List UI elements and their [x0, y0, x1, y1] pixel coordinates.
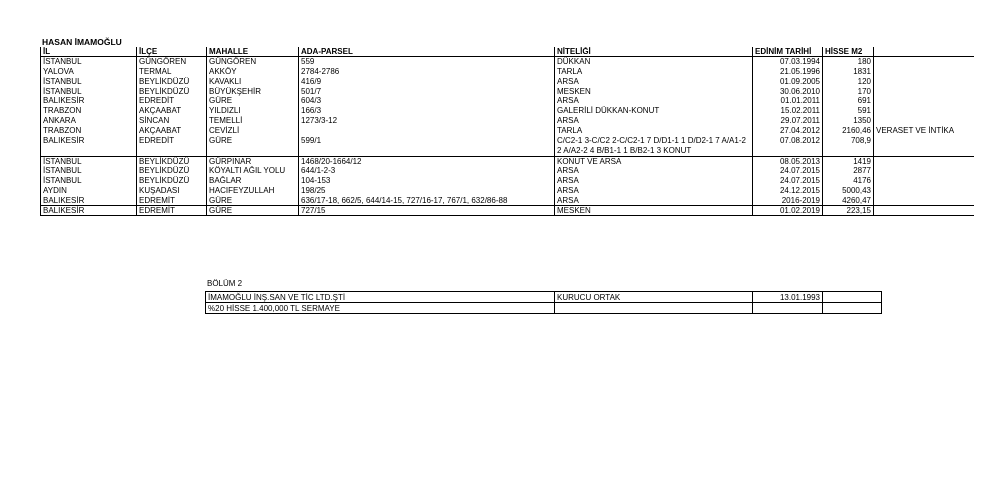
document-title: HASAN İMAMOĞLU [42, 37, 122, 47]
table-row [41, 196, 974, 206]
cell-note [874, 205, 974, 215]
cell-il: İSTANBUL [41, 166, 137, 176]
cell-edinim-tarihi: 01.01.2011 [753, 96, 823, 106]
cell-ada-parsel: 198/25 [299, 186, 555, 196]
cell-note: VERASET VE İNTİKA [876, 126, 955, 136]
cell-il: İSTANBUL [41, 87, 137, 97]
cell-niteligi: TARLA [555, 67, 753, 77]
cell-ilce: KUŞADASI [137, 186, 207, 196]
cell-niteligi: MESKEN [555, 87, 753, 97]
table-row [41, 106, 974, 116]
cell-edinim-tarihi: 2016-2019 [753, 196, 823, 206]
cell-il: İSTANBUL [41, 156, 137, 166]
cell-hisse: 708,9 [823, 136, 874, 156]
table-row [41, 87, 974, 97]
cell-il: İSTANBUL [41, 57, 137, 67]
cell-il: BALIKESİR [41, 205, 137, 215]
table-row [41, 96, 974, 106]
cell-hisse: 691 [823, 96, 874, 106]
cell-hisse: 1350 [823, 116, 874, 126]
cell-ada-parsel: 2784-2786 [299, 67, 555, 77]
cell-ada-parsel: 166/3 [299, 106, 555, 116]
cell-note [874, 136, 974, 156]
cell-il: BALIKESİR [41, 136, 137, 156]
table-row [41, 176, 974, 186]
cell-hisse: 591 [823, 106, 874, 116]
cell-note [874, 77, 974, 87]
cell-ilce: EDREMİT [137, 205, 207, 215]
company-table [205, 291, 882, 314]
table-row [206, 303, 882, 314]
cell-note [874, 96, 974, 106]
cell-ada-parsel: 604/3 [299, 96, 555, 106]
cell-ada-parsel: 501/7 [299, 87, 555, 97]
cell-il: TRABZON [41, 106, 137, 116]
cell-hisse: 170 [823, 87, 874, 97]
cell-niteligi: ARSA [555, 77, 753, 87]
cell-hisse: 4260,47 [823, 196, 874, 206]
cell-company-name: İMAMOĞLU İNŞ.SAN VE TİC LTD.ŞTİ [206, 292, 555, 303]
header-mahalle: MAHALLE [207, 47, 299, 57]
cell-hisse: 1419 [823, 156, 874, 166]
table-row [41, 126, 974, 136]
cell-ada-parsel: 104-153 [299, 176, 555, 186]
cell-mahalle: BAĞLAR [207, 176, 299, 186]
cell-il: TRABZON [41, 126, 137, 136]
cell-company-date [753, 303, 823, 314]
cell-note [874, 57, 974, 67]
cell-company-role: KURUCU ORTAK [555, 292, 753, 303]
cell-niteligi: ARSA [555, 186, 753, 196]
cell-note [874, 156, 974, 166]
cell-edinim-tarihi: 24.07.2015 [753, 176, 823, 186]
header-il: İL [41, 47, 137, 57]
cell-niteligi: MESKEN [555, 205, 753, 215]
cell-hisse: 2160,46 [823, 126, 874, 136]
cell-company-name: %20 HİSSE 1.400,000 TL SERMAYE [206, 303, 555, 314]
cell-mahalle: GÜNGÖREN [207, 57, 299, 67]
header-edinim-tarihi: EDİNİM TARİHİ [753, 47, 823, 57]
cell-ilce: BEYLİKDÜZÜ [137, 156, 207, 166]
cell-ada-parsel: 599/1 [299, 136, 555, 156]
cell-ilce: GÜNGÖREN [137, 57, 207, 67]
cell-hisse: 180 [823, 57, 874, 67]
cell-ilce: EDREMİT [137, 196, 207, 206]
cell-ilce: AKÇAABAT [137, 126, 207, 136]
cell-il: AYDIN [41, 186, 137, 196]
cell-mahalle: KAVAKLI [207, 77, 299, 87]
cell-niteligi: ARSA [555, 96, 753, 106]
cell-note [874, 196, 974, 206]
cell-ada-parsel: 636/17-18, 662/5, 644/14-15, 727/16-17, 767/1, 632/86-88 [299, 196, 555, 206]
cell-company-extra [823, 303, 882, 314]
cell-il: BALIKESİR [41, 96, 137, 106]
cell-edinim-tarihi: 24.07.2015 [753, 166, 823, 176]
table-row [41, 186, 974, 196]
cell-company-extra [823, 292, 882, 303]
cell-mahalle: GÜRPINAR [207, 156, 299, 166]
cell-edinim-tarihi: 30.06.2010 [753, 87, 823, 97]
property-table [40, 47, 974, 216]
cell-niteligi: ARSA [555, 176, 753, 186]
cell-niteligi: KONUT VE ARSA [555, 156, 753, 166]
cell-note [874, 116, 974, 126]
cell-mahalle: CEVİZLİ [207, 126, 299, 136]
cell-note [874, 186, 974, 196]
cell-mahalle: YILDIZLI [207, 106, 299, 116]
cell-il: BALIKESİR [41, 196, 137, 206]
table-row [41, 156, 974, 166]
cell-ada-parsel: 1273/3-12 [299, 116, 555, 126]
cell-ilce: EDREDİT [137, 96, 207, 106]
cell-il: ANKARA [41, 116, 137, 126]
cell-niteligi: TARLA [555, 126, 753, 136]
table-row [41, 77, 974, 87]
cell-hisse: 223,15 [823, 205, 874, 215]
table-row [41, 57, 974, 67]
cell-ada-parsel: 727/15 [299, 205, 555, 215]
cell-edinim-tarihi: 07.08.2012 [753, 136, 823, 156]
cell-ada-parsel: 644/1-2-3 [299, 166, 555, 176]
cell-edinim-tarihi: 29.07.2011 [753, 116, 823, 126]
cell-edinim-tarihi: 01.09.2005 [753, 77, 823, 87]
cell-edinim-tarihi: 27.04.2012 [753, 126, 823, 136]
cell-note [874, 176, 974, 186]
table-row [41, 67, 974, 77]
cell-niteligi: ARSA [555, 116, 753, 126]
cell-mahalle: BÜYÜKŞEHİR [207, 87, 299, 97]
cell-hisse: 4176 [823, 176, 874, 186]
table-row [41, 136, 974, 156]
cell-ilce: BEYLİKDÜZÜ [137, 176, 207, 186]
header-niteligi: NİTELİĞİ [555, 47, 753, 57]
cell-mahalle: AKKÖY [207, 67, 299, 77]
cell-edinim-tarihi: 21.05.1996 [753, 67, 823, 77]
header-row [41, 47, 974, 57]
cell-hisse: 120 [823, 77, 874, 87]
cell-hisse: 1831 [823, 67, 874, 77]
cell-il: YALOVA [41, 67, 137, 77]
cell-edinim-tarihi: 24.12.2015 [753, 186, 823, 196]
cell-note [874, 166, 974, 176]
cell-mahalle: TEMELLİ [207, 116, 299, 126]
cell-note [874, 67, 974, 77]
cell-edinim-tarihi: 08.05.2013 [753, 156, 823, 166]
cell-mahalle: KÖYALTI AĞIL YOLU [207, 166, 299, 176]
cell-ilce: TERMAL [137, 67, 207, 77]
cell-mahalle: GÜRE [207, 136, 299, 156]
cell-ada-parsel: 559 [299, 57, 555, 67]
cell-niteligi: ARSA [555, 196, 753, 206]
table-row [41, 166, 974, 176]
section2-label: BÖLÜM 2 [207, 279, 243, 288]
header-ada-parsel: ADA-PARSEL [299, 47, 555, 57]
cell-company-role [555, 303, 753, 314]
cell-niteligi: DÜKKAN [555, 57, 753, 67]
header-hisse-m2: HİSSE M2 [823, 47, 874, 57]
cell-edinim-tarihi: 01.02.2019 [753, 205, 823, 215]
cell-niteligi: C/C2-1 3-C/C2 2-C/C2-1 7 D/D1-1 1 D/D2-1 7 A/A1-2 2 A/A2-2 4 B/B1-1 1 B/B2-1 3 KONUT [555, 136, 753, 156]
header-ilce: İLÇE [137, 47, 207, 57]
cell-mahalle: GÜRE [207, 196, 299, 206]
cell-edinim-tarihi: 07.03.1994 [753, 57, 823, 67]
cell-niteligi: ARSA [555, 166, 753, 176]
cell-ilce: BEYLİKDÜZÜ [137, 166, 207, 176]
cell-ada-parsel: 416/9 [299, 77, 555, 87]
cell-il: İSTANBUL [41, 77, 137, 87]
table-row [41, 116, 974, 126]
cell-ilce: SİNCAN [137, 116, 207, 126]
table-row [206, 292, 882, 303]
cell-hisse: 5000,43 [823, 186, 874, 196]
cell-note [874, 87, 974, 97]
cell-mahalle: HACIFEYZULLAH [207, 186, 299, 196]
cell-mahalle: GÜRE [207, 96, 299, 106]
cell-ilce: EDREDİT [137, 136, 207, 156]
cell-ada-parsel [299, 126, 555, 136]
cell-ilce: AKÇAABAT [137, 106, 207, 116]
cell-ada-parsel: 1468/20-1664/12 [299, 156, 555, 166]
cell-hisse: 2877 [823, 166, 874, 176]
cell-note [874, 106, 974, 116]
cell-il: İSTANBUL [41, 176, 137, 186]
cell-company-date: 13.01.1993 [753, 292, 823, 303]
cell-mahalle: GÜRE [207, 205, 299, 215]
cell-edinim-tarihi: 15.02.2011 [753, 106, 823, 116]
cell-niteligi: GALERİLİ DÜKKAN-KONUT [555, 106, 753, 116]
cell-ilce: BEYLİKDÜZÜ [137, 77, 207, 87]
cell-ilce: BEYLİKDÜZÜ [137, 87, 207, 97]
table-row [41, 205, 974, 215]
